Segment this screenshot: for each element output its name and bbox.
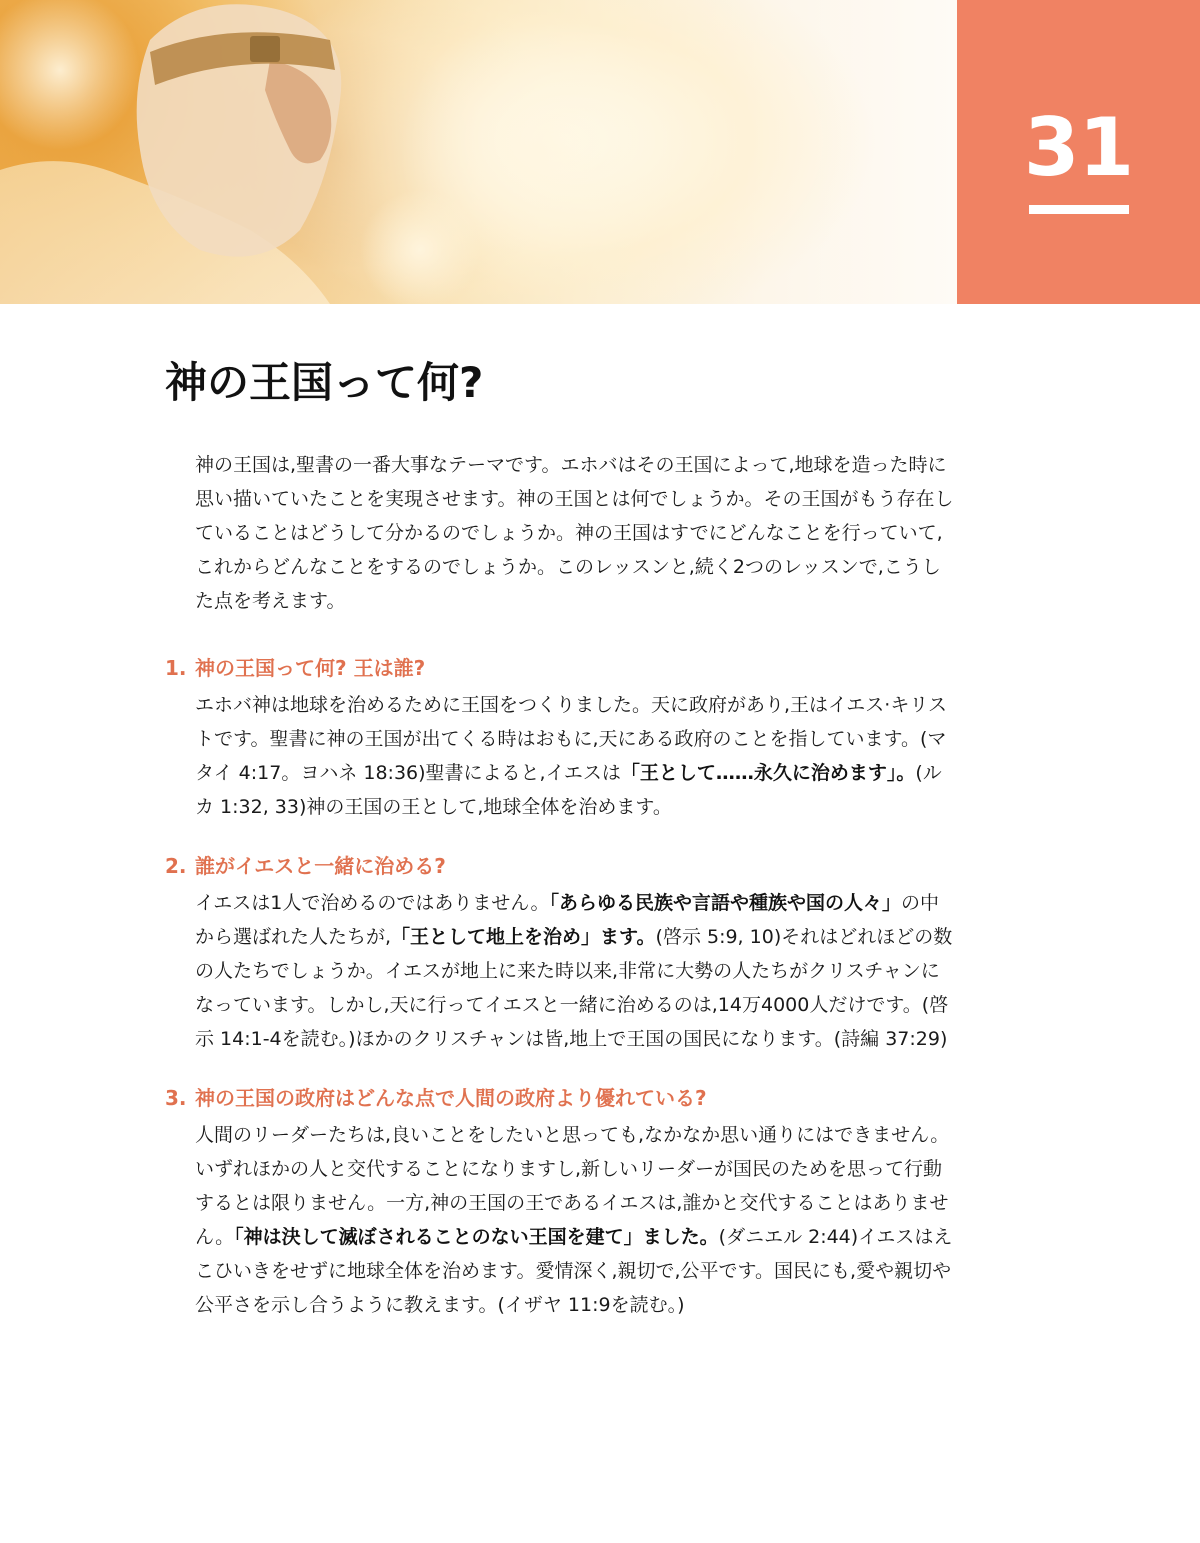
section-1	[165, 652, 955, 824]
section-number: 3.	[165, 1086, 187, 1110]
lesson-content	[165, 448, 955, 1348]
body-text: (ルカ 1:32, 33)神の王国の王として,地球全体を治めます。	[195, 762, 942, 818]
scripture-quote: 「王として……永久に治めます」。	[620, 762, 916, 784]
section-heading	[165, 850, 955, 882]
section-title: 誰がイエスと一緒に治める?	[195, 854, 446, 878]
lesson-number: 31	[1023, 101, 1134, 194]
scripture-quote: 「あらゆる民族や言語や種族や国の人々」	[549, 892, 901, 914]
scripture-quote: 「神は決して滅ぼされることのない王国を建て」ました。	[234, 1226, 719, 1248]
body-text: の中から選ばれた人たちが,	[195, 892, 940, 948]
section-title: 神の王国って何? 王は誰?	[195, 656, 426, 680]
section-heading	[165, 652, 955, 684]
section-body	[195, 688, 955, 824]
king-illustration	[0, 0, 957, 304]
body-text: イエスは1人で治めるのではありません。	[195, 892, 550, 914]
section-title: 神の王国の政府はどんな点で人間の政府より優れている?	[195, 1086, 707, 1110]
section-number: 2.	[165, 854, 187, 878]
scripture-quote: 「王として地上を治め」ます。	[391, 926, 656, 948]
body-text: エホバ神は地球を治めるために王国をつくりました。天に政府があり,王はイエス·キリストです。聖書に神の王国が出てくる時はおもに,天にある政府のことを指しています。(マタイ 4:17。ヨハネ 18:36)聖書によると,イエスは	[195, 694, 947, 784]
body-text: (啓示 5:9, 10)それはどれほどの数の人たちでしょうか。イエスが地上に来た時以来,非常に大勢の人たちがクリスチャンになっています。しかし,天に行ってイエスと一緒に治めるのは,14万4000人だけです。(啓示 14:1-4を読む。)ほかのクリスチャンは皆,地上で王国の国民になります。(詩編 37:29)	[195, 926, 953, 1050]
body-text: 人間のリーダーたちは,良いことをしたいと思っても,なかなか思い通りにはできません。いずれほかの人と交代することになりますし,新しいリーダーが国民のためを思って行動するとは限りません。一方,神の王国の王であるイエスは,誰かと交代することはありません。	[195, 1124, 950, 1248]
section-number: 1.	[165, 656, 187, 680]
lesson-number-underline	[1029, 205, 1129, 214]
section-body	[195, 886, 955, 1056]
section-heading	[165, 1082, 955, 1114]
body-text: (ダニエル 2:44)イエスはえこひいきをせずに地球全体を治めます。愛情深く,親切で,公平です。国民にも,愛や親切や公平さを示し合うように教えます。(イザヤ 11:9を読む。)	[195, 1226, 953, 1316]
section-2	[165, 850, 955, 1056]
page-title: 神の王国って何?	[165, 358, 484, 407]
lesson-number-box	[957, 0, 1200, 304]
header-image	[0, 0, 957, 304]
section-body	[195, 1118, 955, 1322]
section-3	[165, 1082, 955, 1322]
intro-paragraph: 神の王国は,聖書の一番大事なテーマです。エホバはその王国によって,地球を造った時に思い描いていたことを実現させます。神の王国とは何でしょうか。その王国がもう存在していることはどうして分かるのでしょうか。神の王国はすでにどんなことを行っていて,これからどんなことをするのでしょうか。このレッスンと,続く2つのレッスンで,こうした点を考えます。	[195, 454, 954, 612]
